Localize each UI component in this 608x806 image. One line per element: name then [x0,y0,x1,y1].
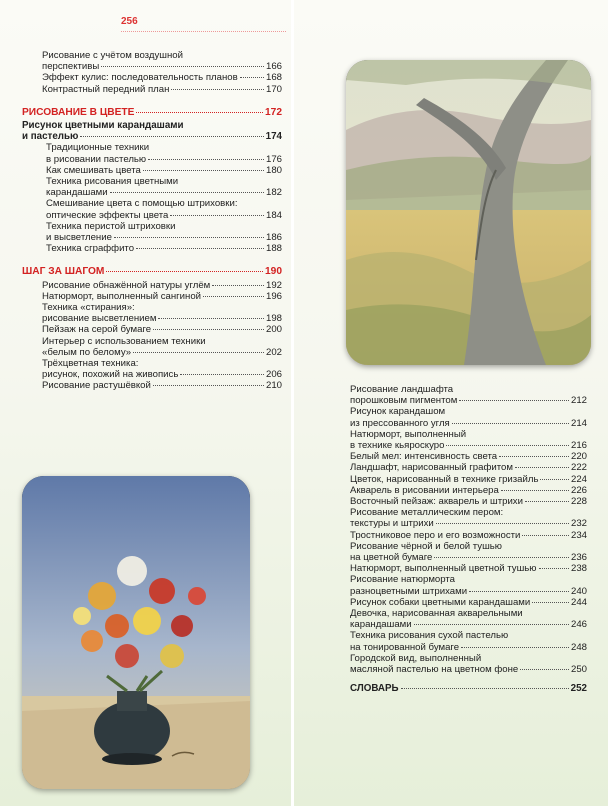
spacer [22,254,282,259]
toc-entry-line: Техника рисования сухой пастелью [350,630,509,642]
toc-entry-title: карандашами [350,619,412,631]
leader-dots [446,445,569,446]
leader-dots [461,647,569,648]
column-divider [291,0,294,806]
leader-dots [110,192,264,193]
toc-entry-last-line [46,243,282,254]
toc-right-column [350,384,587,694]
toc-entry-last-line [350,619,587,630]
toc-page-number: 212 [570,395,587,407]
toc-entry-line: Трёхцветная техника: [42,358,139,370]
toc-entry-last-line [42,280,282,291]
page-number: 256 [121,16,138,27]
toc-page-number: 240 [570,585,587,597]
toc-entry-last-line [350,395,587,406]
leader-dots [80,136,263,137]
toc-entry[interactable] [22,380,282,391]
toc-page-number: 170 [265,83,282,95]
toc-entry-title: рисование высветлением [42,313,157,325]
toc-entry-title: Акварель в рисовании интерьера [350,484,499,496]
toc-entry[interactable] [350,541,587,563]
leader-dots [212,285,264,286]
toc-entry-title: Ландшафт, нарисованный графитом [350,462,513,474]
toc-entry-line: Смешивание цвета с помощью штриховки: [46,198,238,210]
leader-dots [469,591,569,592]
toc-entry-last-line [350,418,587,429]
toc-entry-line: Рисование с учётом воздушной [42,50,183,61]
toc-page-number: 226 [570,484,587,496]
toc-entry-last-line [350,518,587,529]
leader-dots [532,602,569,603]
toc-entry-line: Рисование ландшафта [350,384,454,395]
leader-dots [539,568,569,569]
toc-page-number: 222 [570,462,587,474]
toc-entry-title: Пейзаж на серой бумаге [42,324,152,336]
toc-entry-title: и высветление [46,232,112,244]
toc-page-number: 202 [265,346,282,358]
toc-entry-last-line [46,232,282,243]
leader-dots [499,456,569,457]
leader-dots [143,170,264,171]
toc-page-number: 186 [265,232,282,244]
toc-page-number: 198 [265,313,282,325]
toc-entry[interactable] [22,302,282,324]
toc-entry-title: Техника сграффито [46,243,135,255]
toc-page-number: 192 [265,279,282,291]
leader-dots [434,557,569,558]
toc-page-number: 244 [570,596,587,608]
toc-entry[interactable] [22,280,282,291]
leader-dots [522,535,569,536]
leader-dots [136,112,263,113]
toc-entry-title: «белым по белому» [42,346,132,358]
toc-entry-last-line [42,313,282,324]
toc-page-number: 220 [570,451,587,463]
toc-entry-line: Традиционные техники [46,142,150,154]
toc-page-number: 214 [570,417,587,429]
toc-page-number: 232 [570,518,587,530]
toc-entry-line: Городской вид, выполненный [350,652,482,664]
toc-page-number: 200 [265,324,282,336]
leader-dots [525,501,569,502]
toc-entry[interactable] [350,429,587,451]
toc-entry[interactable] [350,683,587,694]
flower-bouquet-illustration [22,476,250,789]
toc-page-number: 188 [265,243,282,255]
toc-page-number: 184 [265,209,282,221]
toc-page-number: 166 [265,61,282,73]
toc-page-number: 228 [570,496,587,508]
toc-page-number: 236 [570,552,587,564]
tree-landscape-illustration [346,60,591,365]
leader-dots [153,329,264,330]
toc-entry-last-line [42,291,282,302]
toc-entry-title: Рисование обнажённой натуры углём [42,279,211,291]
toc-entry[interactable] [22,243,282,254]
toc-entry-last-line [42,369,282,380]
toc-entry-last-line [350,451,587,462]
toc-page-number: 252 [570,683,587,695]
leader-dots [515,467,569,468]
toc-entry-title: карандашами [46,187,108,199]
toc-entry-title: СЛОВАРЬ [350,683,399,695]
toc-entry[interactable] [350,496,587,507]
toc-entry-last-line [350,563,587,574]
toc-page-number: 168 [265,72,282,84]
toc-page-number: 238 [570,563,587,575]
toc-entry-title: в рисовании пастелью [46,153,147,165]
toc-page-number: 246 [570,619,587,631]
toc-entry-last-line [46,210,282,221]
toc-entry-title: Контрастный передний план [42,83,170,95]
toc-entry-title: Тростниковое перо и его возможности [350,529,521,541]
toc-entry[interactable] [350,474,587,485]
toc-entry-title: на тонированной бумаге [350,641,460,653]
toc-page-number: 216 [570,440,587,452]
toc-entry[interactable] [350,563,587,574]
leader-dots [414,624,569,625]
toc-entry[interactable] [350,608,587,630]
toc-entry-last-line [42,380,282,391]
toc-entry-title: Восточный пейзаж: акварель и штрихи [350,496,523,508]
leader-dots [170,215,264,216]
toc-entry-title: Эффект кулис: последовательность планов [42,72,238,84]
toc-page-number: 180 [265,164,282,176]
toc-entry[interactable] [22,72,282,83]
toc-entry[interactable] [350,574,587,596]
toc-entry-last-line [42,61,282,72]
toc-entry-last-line [46,165,282,176]
toc-page-number: 172 [265,106,282,118]
toc-entry[interactable] [350,507,587,529]
toc-entry[interactable] [22,336,282,358]
leader-dots [520,669,569,670]
toc-entry-title: масляной пастелью на цветном фоне [350,664,519,676]
toc-entry[interactable] [22,221,282,243]
toc-entry-line: Техника перистой штриховки [46,220,176,232]
toc-page-number: 248 [570,641,587,653]
leader-dots [148,159,264,160]
toc-page-number: 210 [265,380,282,392]
toc-entry[interactable] [22,324,282,335]
toc-entry[interactable] [22,84,282,95]
toc-entry-line: Натюрморт, выполненный [350,428,467,440]
leader-dots [101,66,264,67]
toc-entry[interactable] [22,198,282,220]
toc-entry-last-line [22,131,282,142]
toc-page-number: 234 [570,529,587,541]
leader-dots [240,77,264,78]
toc-entry[interactable] [22,142,282,164]
toc-entry-last-line [350,683,587,694]
toc-page-number: 206 [265,369,282,381]
toc-entry-last-line [350,586,587,597]
toc-entry[interactable] [22,50,282,72]
toc-entry-title: Белый мел: интенсивность света [350,451,498,463]
spacer [350,675,587,683]
toc-page-number: 190 [265,266,282,278]
toc-page-number: 224 [570,473,587,485]
toc-entry-line: Техника рисования цветными [46,176,179,188]
toc-entry-line: Рисование металлическим пером: [350,507,504,519]
toc-entry-line: Рисунок цветными карандашами [22,120,184,132]
toc-left-column [22,50,282,392]
leader-dots [158,318,264,319]
toc-entry-line: Интерьер с использованием техники [42,335,206,347]
toc-page-number: 182 [265,187,282,199]
toc-entry-title: на цветной бумаге [350,552,433,564]
leader-dots [459,400,569,401]
leader-dots [136,248,264,249]
toc-entry-last-line [42,324,282,335]
toc-entry-last-line [350,474,587,485]
toc-entry[interactable] [350,485,587,496]
toc-page-number: 250 [570,664,587,676]
toc-entry-last-line [46,154,282,165]
leader-dots [203,296,264,297]
toc-entry-line: Рисование натюрморта [350,574,456,586]
leader-dots [153,385,264,386]
toc-entry-last-line [350,485,587,496]
toc-page-number: 176 [265,153,282,165]
toc-entry-title: Натюрморт, выполненный цветной тушью [350,563,537,575]
toc-entry-last-line [42,84,282,95]
toc-entry-title: Рисунок собаки цветными карандашами [350,596,531,608]
toc-entry[interactable] [350,406,587,428]
toc-entry[interactable] [350,597,587,608]
toc-entry-title: разноцветными штрихами [350,585,468,597]
toc-entry-title: Цветок, нарисованный в технике гризайль [350,473,539,485]
toc-entry[interactable] [350,451,587,462]
toc-page-number: 174 [265,131,282,143]
toc-section[interactable] [22,107,282,118]
toc-entry-title: в технике кьяроскуро [350,440,445,452]
leader-dots [133,352,264,353]
leader-dots [452,423,569,424]
toc-entry[interactable] [350,384,587,406]
toc-entry-title: Как смешивать цвета [46,164,141,176]
toc-entry-title: Рисование растушёвкой [42,380,151,392]
toc-entry-line: Рисование чёрной и белой тушью [350,540,502,552]
leader-dots [171,89,264,90]
toc-entry-title: текстуры и штрихи [350,518,434,530]
toc-entry-last-line [350,462,587,473]
leader-dots [401,688,569,689]
toc-entry-last-line [42,347,282,358]
leader-dots [106,271,263,272]
toc-entry-title: РИСОВАНИЕ В ЦВЕТЕ [22,106,135,118]
toc-entry-last-line [350,597,587,608]
toc-entry-title: порошковым пигментом [350,395,458,407]
toc-entry-title: и пастелью [22,131,79,143]
spacer [22,95,282,100]
toc-entry-last-line [22,107,282,118]
toc-page-number: 196 [265,290,282,302]
toc-entry[interactable] [22,176,282,198]
toc-section[interactable] [22,266,282,277]
leader-dots [540,479,569,480]
toc-entry[interactable] [22,120,282,142]
toc-entry[interactable] [350,530,587,541]
toc-entry-last-line [350,664,587,675]
leader-dots [501,490,569,491]
toc-entry-last-line [350,440,587,451]
toc-entry-last-line [350,552,587,563]
toc-entry-title: ШАГ ЗА ШАГОМ [22,266,105,278]
toc-entry-line: Техника «стирания»: [42,302,135,314]
toc-entry-last-line [42,72,282,83]
toc-entry[interactable] [350,653,587,675]
toc-entry-last-line [350,496,587,507]
toc-entry-title: Натюрморт, выполненный сангиной [42,290,202,302]
toc-entry-line: Рисунок карандашом [350,406,446,418]
toc-entry-last-line [46,187,282,198]
leader-dots [114,237,264,238]
toc-entry[interactable] [22,291,282,302]
leader-dots [180,374,264,375]
toc-entry[interactable] [350,462,587,473]
leader-dots [436,523,569,524]
toc-entry-title: из прессованного угля [350,417,450,429]
toc-entry-title: оптические эффекты цвета [46,209,169,221]
page-number-rule [121,31,286,32]
toc-entry[interactable] [22,358,282,380]
toc-entry-title: рисунок, похожий на живопись [42,369,179,381]
toc-entry-last-line [350,642,587,653]
toc-entry-line: Девочка, нарисованная акварельными [350,608,523,620]
toc-entry-title: перспективы [42,61,100,73]
toc-entry[interactable] [22,165,282,176]
toc-entry-last-line [350,530,587,541]
toc-entry-last-line [22,266,282,277]
toc-entry[interactable] [350,630,587,652]
